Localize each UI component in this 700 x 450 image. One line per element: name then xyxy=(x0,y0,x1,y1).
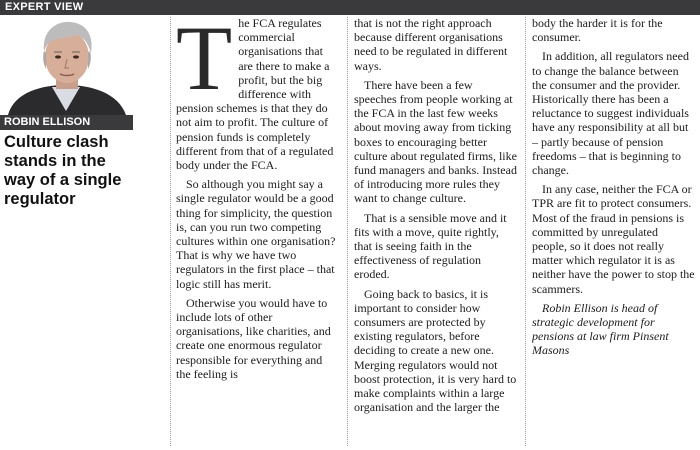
article-paragraph: Otherwise you would have to include lots of other organisations, like charities, and create one enormous regulator responsible for everything and the feeling is xyxy=(176,295,331,381)
author-portrait-icon-svg xyxy=(0,15,133,115)
column-divider xyxy=(347,17,348,446)
article-paragraph-text: he FCA regulates commercial organisations that are there to make a profit, but the big difference with pension schemes is that they do not aim to profit. The culture of pension funds is completely different from that of a regulated body under the FCA. xyxy=(176,16,334,173)
author-signoff: Robin Ellison is head of strategic development for pensions at law firm Pinsent Masons xyxy=(532,300,669,358)
column-divider xyxy=(170,17,171,446)
article-paragraph: that is not the right approach because different organisations need to be regulated in different ways. xyxy=(354,16,508,73)
column-divider xyxy=(525,17,526,446)
article-paragraph: That is a sensible move and it fits with a move, quite rightly, that is seeing faith in the effectiveness of regulation eroded. xyxy=(354,210,507,282)
article-paragraph: In any case, neither the FCA or TPR are fit to protect consumers. Most of the fraud in pensions is committed by unregulated people, so it does not really matter which regulator it is as neither have the power to stop the scammers. xyxy=(532,182,695,296)
article-paragraph: So although you might say a single regulator would be a good thing for simplicity, the question is, can you run two competing cultures within one organisation? That is why we have two regulators in the first place – that logic still has merit. xyxy=(176,177,336,291)
article-paragraph: There have been a few speeches from people working at the FCA in the last few weeks about moving away from ticking boxes to encouraging better culture about regulated firms, like fund managers and banks. Instead of introducing more rules they want to change culture. xyxy=(354,77,517,206)
byline-bar xyxy=(0,115,133,130)
article-column-1 xyxy=(176,16,339,448)
article-paragraph: Going back to basics, it is important to consider how consumers are protected by existing regulators, before deciding to create a new one. Merging regulators would not boost protection, it is very hard to make complaints within a large organisation and the larger the xyxy=(354,286,517,415)
article-paragraph: body the harder it is for the consumer. xyxy=(532,16,663,45)
section-header-bar xyxy=(0,0,700,15)
article-column-2 xyxy=(354,16,517,448)
drop-cap: T xyxy=(176,16,233,109)
author-name: ROBIN ELLISON xyxy=(4,116,91,128)
article-paragraph xyxy=(176,16,339,172)
section-label: EXPERT VIEW xyxy=(5,1,84,13)
article-headline: Culture clash stands in the way of a single regulator xyxy=(4,133,122,208)
article-paragraph: In addition, all regulators need to change the balance between the consumer and the provider. Historically there has been a reluctance to suggest individuals have any responsibility at all but – partly because of pension freedoms – that is beginning to change. xyxy=(532,49,689,178)
author-portrait-icon xyxy=(0,15,133,115)
article-column-3 xyxy=(532,16,695,448)
